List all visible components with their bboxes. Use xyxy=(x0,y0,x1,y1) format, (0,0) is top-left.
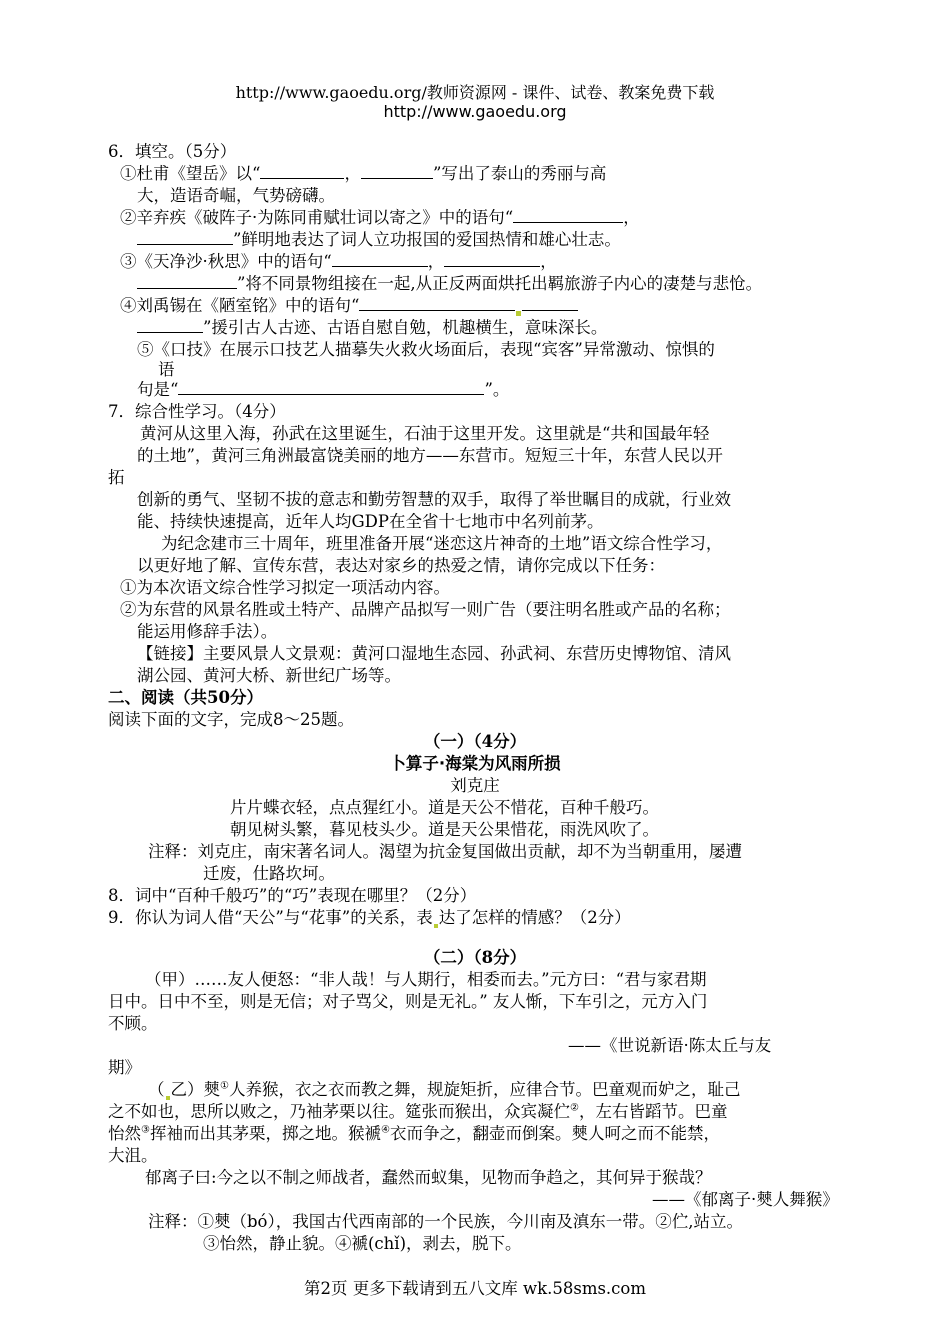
page-footer: 第2页 更多下载请到五八文库 wk.58sms.com xyxy=(304,1279,646,1298)
passage-a-source-cont: 期》 xyxy=(108,1058,141,1077)
answer-blank xyxy=(178,379,484,395)
q7-task2: ②为东营的风景名胜或土特产、品牌产品拟写一则广告（要注明名胜或产品的名称； xyxy=(120,600,731,619)
passage-b-note-cont: ③怡然，静止貌。④褫(chǐ)，剥去，脱下。 xyxy=(203,1234,522,1253)
q7-passage-line: 以更好地了解、宣传东营，表达对家乡的热爱之情，请你完成以下任务： xyxy=(137,556,665,575)
passage-b-note: 注释：①僰（bó），我国古代西南部的一个民族，今川南及滇东一带。②伫,站立。 xyxy=(148,1212,743,1231)
passage-b-line: 怡然③挥袖而出其茅栗，掷之地。猴褫④衣而争之，翻壶而倒案。僰人呵之而不能禁， xyxy=(108,1124,720,1143)
q6-item5-cont: 句是“ ”。 xyxy=(137,380,510,399)
q6-item4-cont: ”援引古人古迹、古语自慰自勉，机趣横生，意味深长。 xyxy=(137,317,607,339)
q7-title: 7．综合性学习。（4分） xyxy=(108,402,286,421)
q6-item2-cont: ”鲜明地表达了词人立功报国的爱国热情和雄心壮志。 xyxy=(137,229,621,251)
q7-passage-line: 为纪念建市三十周年，班里准备开展“迷恋这片神奇的土地”语文综合性学习， xyxy=(161,534,723,553)
poem-author: 刘克庄 xyxy=(450,776,500,795)
passage-a-line: （甲）……友人便怒：“非人哉！与人期行，相委而去。”元方曰：“君与家君期 xyxy=(145,970,707,989)
part1-heading: （一）（4分） xyxy=(423,732,527,751)
answer-blank xyxy=(444,251,540,267)
answer-blank xyxy=(332,251,428,267)
answer-blank xyxy=(513,207,623,223)
part2-heading: （二）（8分） xyxy=(423,948,527,967)
question-8: 8．词中“百种千般巧”的“巧”表现在哪里？（2分） xyxy=(108,886,477,905)
q6-item3: ③《天净沙·秋思》中的语句“ ， ， xyxy=(120,252,557,271)
answer-blank xyxy=(137,317,203,333)
passage-b-line: （ 乙）僰①人养猴，衣之衣而教之舞，规旋矩折，应律合节。巴童观而妒之，耻己 xyxy=(148,1080,741,1099)
passage-a-line: 日中。日中不至，则是无信；对子骂父，则是无礼。” 友人惭，下车引之，元方入门 xyxy=(108,992,708,1011)
passage-b-source: ——《郁离子·僰人舞猴》 xyxy=(652,1190,839,1209)
q6-item4: ④刘禹锡在《陋室铭》中的语句“ xyxy=(120,295,578,317)
q7-passage-line: 能、持续快速提高，近年人均GDP在全省十七地市中名列前茅。 xyxy=(137,512,604,531)
passage-b-comment: 郁离子曰:今之以不制之师战者，蠢然而蚁集，见物而争趋之，其何异于猴哉？ xyxy=(145,1168,712,1187)
q7-passage-line: 创新的勇气、坚韧不拔的意志和勤劳智慧的双手，取得了举世瞩目的成就，行业效 xyxy=(137,490,731,509)
poem-title: 卜算子·海棠为风雨所损 xyxy=(389,754,561,773)
answer-blank xyxy=(522,295,578,311)
q7-task2-cont: 能运用修辞手法）。 xyxy=(137,622,278,641)
answer-blank xyxy=(137,273,237,289)
q6-title: 6．填空。（5分） xyxy=(108,142,237,161)
q6-item5-wrap: 语 xyxy=(158,360,175,379)
header-url-line: http://www.gaoedu.org/教师资源网 - 课件、试卷、教案免费下载 xyxy=(235,83,715,102)
passage-a-line: 不顾。 xyxy=(108,1014,158,1033)
q7-passage-line: 黄河从这里入海，孙武在这里诞生，石油于这里开发。这里就是“共和国最年轻 xyxy=(140,424,710,443)
passage-b-line: 之不如也，思所以败之，乃袖茅栗以往。筵张而猴出，众宾凝伫②，左右皆蹈节。巴童 xyxy=(108,1102,728,1121)
answer-blank xyxy=(137,229,233,245)
header-url: http://www.gaoedu.org xyxy=(383,102,567,121)
q6-item2: ②辛弃疾《破阵子·为陈同甫赋壮词以寄之》中的语句“ ， xyxy=(120,208,640,227)
answer-blank xyxy=(361,163,433,179)
answer-blank xyxy=(260,163,344,179)
q6-item3-cont: ”将不同景物组接在一起,从正反两面烘托出羁旅游子内心的凄楚与悲怆。 xyxy=(137,273,762,295)
q6-item1-cont: 大，造语奇崛，气势磅礴。 xyxy=(137,186,335,205)
marker-dot xyxy=(166,1096,170,1100)
marker-dot xyxy=(516,311,521,316)
poem-line: 朝见树头繁，暮见枝头少。道是天公果惜花，雨洗风吹了。 xyxy=(230,820,659,839)
poem-note: 注释：刘克庄，南宋著名词人。渴望为抗金复国做出贡献，却不为当朝重用，屡遭 xyxy=(148,842,742,861)
poem-line: 片片蝶衣轻，点点猩红小。道是天公不惜花，百种千般巧。 xyxy=(230,798,659,817)
section2-intro: 阅读下面的文字，完成8～25题。 xyxy=(108,710,354,729)
answer-blank xyxy=(359,295,515,311)
q6-item1: ①杜甫《望岳》以“ ， ”写出了泰山的秀丽与高 xyxy=(120,164,607,183)
poem-note-cont: 迁废，仕路坎坷。 xyxy=(203,864,335,883)
q6-item5: ⑤《口技》在展示口技艺人描摹失火救火场面后，表现“宾客”异常激动、惊惧的 xyxy=(137,340,715,359)
q7-passage-line: 的土地”，黄河三角洲最富饶美丽的地方——东营市。短短三十年，东营人民以开 xyxy=(137,446,723,465)
q7-link-cont: 湖公园、黄河大桥、新世纪广场等。 xyxy=(137,666,401,685)
q7-link: 【链接】主要风景人文景观：黄河口湿地生态园、孙武祠、东营历史博物馆、清风 xyxy=(137,644,731,663)
passage-a-source: ——《世说新语·陈太丘与友 xyxy=(568,1036,772,1055)
marker-dot xyxy=(434,924,438,928)
q7-task1: ①为本次语文综合性学习拟定一项活动内容。 xyxy=(120,578,450,597)
q7-passage-line: 拓 xyxy=(108,468,125,487)
question-9: 9．你认为词人借“天公”与“花事”的关系，表 达了怎样的情感？（2分） xyxy=(108,908,631,927)
passage-b-line: 大沮。 xyxy=(108,1146,158,1165)
section2-title: 二、阅读（共50分） xyxy=(108,688,263,707)
